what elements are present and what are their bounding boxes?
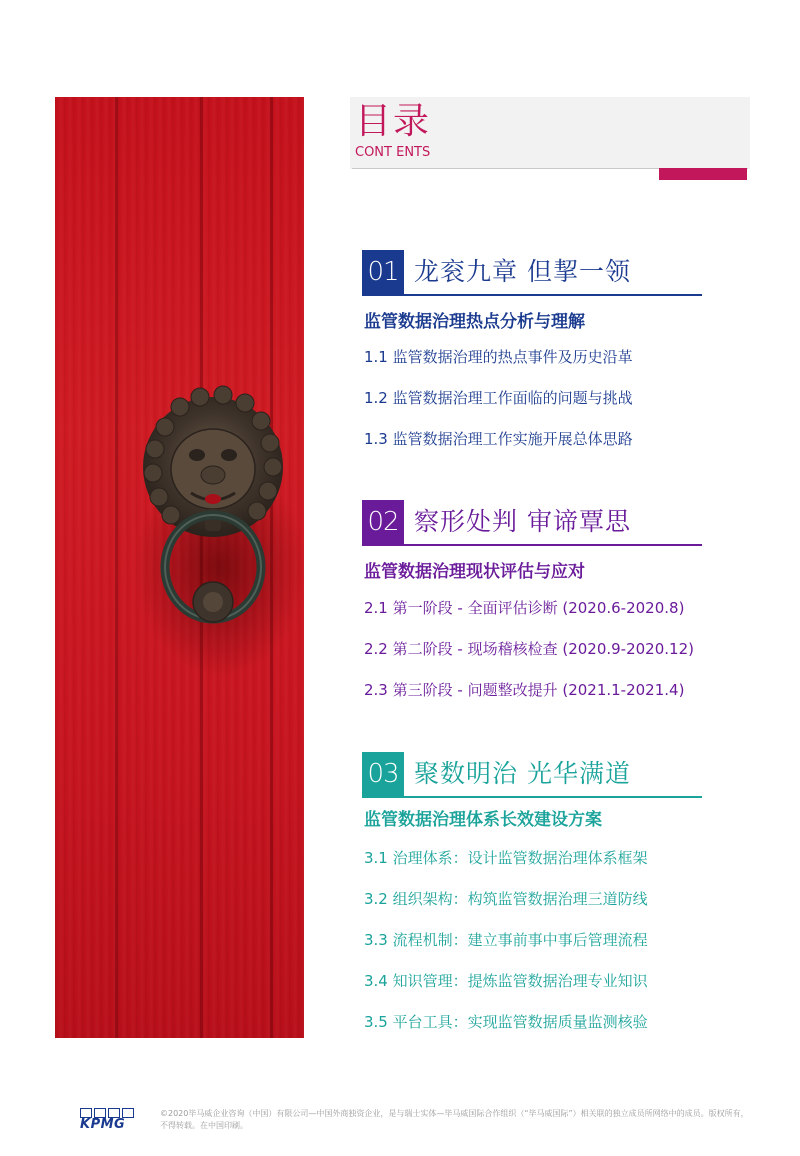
section-title: 察形处判 审谛覃思 (414, 507, 631, 536)
section-number-badge: 02 (362, 500, 404, 544)
door-knocker-photo (55, 97, 304, 1038)
section-number-badge: 01 (362, 250, 404, 294)
section-title: 龙衮九章 但挈一领 (414, 257, 631, 286)
section-02 (362, 500, 722, 710)
toc-item-3-4[interactable]: 3.4 知识管理：提炼监管数据治理专业知识 (364, 972, 648, 990)
toc-item-1-1[interactable]: 1.1 监管数据治理的热点事件及历史沿革 (364, 348, 633, 366)
toc-item-2-1[interactable]: 2.1 第一阶段 - 全面评估诊断 (2020.6-2020.8) (364, 599, 685, 617)
section-rule (362, 544, 702, 546)
toc-item-1-2[interactable]: 1.2 监管数据治理工作面临的问题与挑战 (364, 389, 633, 407)
header-accent-bar (659, 168, 747, 180)
toc-item-1-3[interactable]: 1.3 监管数据治理工作实施开展总体思路 (364, 430, 633, 448)
section-03 (362, 752, 722, 1042)
copyright-notice: ©2020毕马威企业咨询（中国）有限公司—中国外商独资企业，是与瑞士实体—毕马威国际合作组织（“毕马威国际”）相关联的独立成员所网络中的成员。版权所有，不得转载。在中国印刷。 (160, 1109, 749, 1130)
section-01 (362, 250, 722, 460)
kpmg-logo (80, 1108, 140, 1134)
section-subtitle: 监管数据治理热点分析与理解 (364, 312, 585, 332)
section-rule (362, 796, 702, 798)
knocker-image (55, 97, 304, 1038)
section-rule (362, 294, 702, 296)
toc-item-3-1[interactable]: 3.1 治理体系：设计监管数据治理体系框架 (364, 849, 648, 867)
section-subtitle: 监管数据治理现状评估与应对 (364, 562, 585, 582)
section-number-badge: 03 (362, 752, 404, 796)
toc-item-2-3[interactable]: 2.3 第三阶段 - 问题整改提升 (2021.1-2021.4) (364, 681, 685, 699)
toc-item-3-2[interactable]: 3.2 组织架构：构筑监管数据治理三道防线 (364, 890, 648, 908)
contents-title: 目录 (355, 101, 432, 142)
toc-item-3-5[interactable]: 3.5 平台工具：实现监管数据质量监测核验 (364, 1013, 648, 1031)
section-subtitle: 监管数据治理体系长效建设方案 (364, 810, 602, 830)
toc-item-3-3[interactable]: 3.3 流程机制：建立事前事中事后管理流程 (364, 931, 648, 949)
toc-item-2-2[interactable]: 2.2 第二阶段 - 现场稽核检查 (2020.9-2020.12) (364, 640, 694, 658)
section-title: 聚数明治 光华满道 (414, 759, 631, 788)
contents-subtitle: CONT ENTS (355, 145, 431, 160)
kpmg-logo-text: KPMG (80, 1117, 126, 1132)
